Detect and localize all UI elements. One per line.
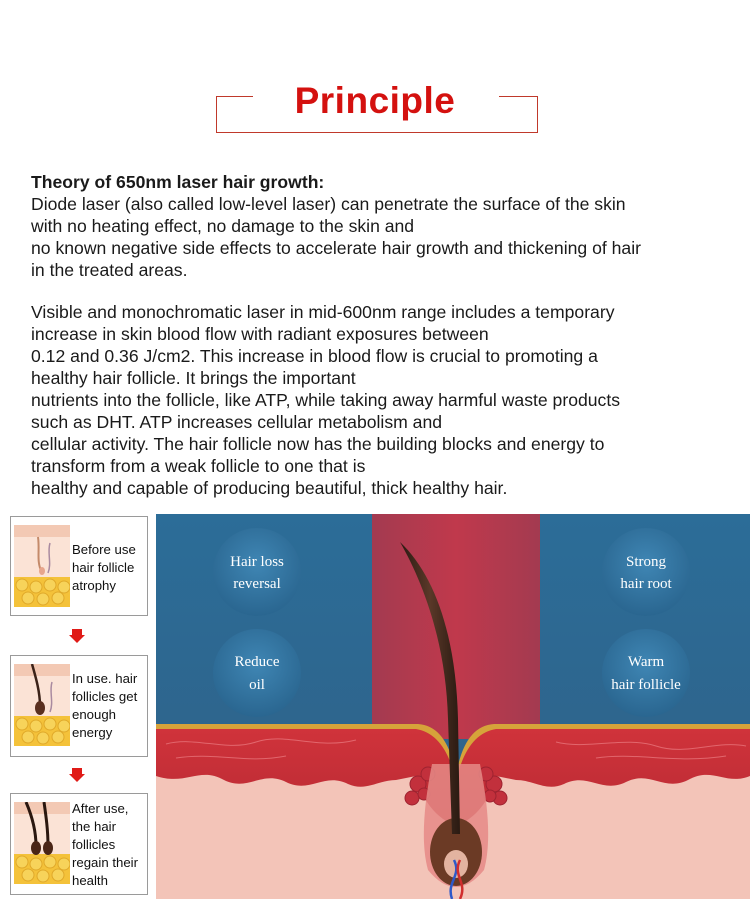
- caption-line: follicles get: [72, 689, 138, 704]
- caption-line: follicles: [72, 837, 116, 852]
- bubble-line: reversal: [233, 576, 281, 592]
- bubble-line: oil: [249, 677, 265, 693]
- down-arrow-icon: [69, 768, 85, 782]
- details-section: [31, 301, 731, 499]
- bubble-line: hair root: [620, 576, 672, 592]
- caption-line: Before use: [72, 542, 136, 557]
- page-title: Principle: [294, 80, 456, 121]
- caption-line: the hair: [72, 819, 116, 834]
- bubble-line: Hair loss: [230, 554, 284, 570]
- step-caption: [72, 800, 150, 890]
- step-after-use: [10, 793, 148, 895]
- theory-heading: Theory of 650nm laser hair growth:: [31, 172, 325, 192]
- down-arrow-icon: [69, 629, 85, 643]
- bubble-line: Strong: [625, 554, 667, 570]
- step-before-use: [10, 516, 148, 616]
- caption-line: hair follicle: [72, 560, 135, 575]
- details-line: 0.12 and 0.36 J/cm2. This increase in blood flow is crucial to promoting a: [31, 346, 598, 366]
- benefit-strong-hair-root: [602, 528, 690, 616]
- details-line: healthy and capable of producing beautiful, thick healthy hair.: [31, 478, 508, 498]
- theory-line: with no heating effect, no damage to the skin and: [31, 216, 415, 236]
- hair-follicle-illustration: [156, 514, 750, 899]
- details-line: Visible and monochromatic laser in mid-600nm range includes a temporary: [31, 302, 615, 322]
- step-caption: [72, 670, 150, 742]
- details-line: nutrients into the follicle, like ATP, while taking away harmful waste products: [31, 390, 621, 410]
- step-in-use: [10, 655, 148, 757]
- bubble-line: Reduce: [234, 654, 280, 670]
- theory-line: in the treated areas.: [31, 260, 188, 280]
- details-line: such as DHT. ATP increases cellular metabolism and: [31, 412, 443, 432]
- theory-section: [31, 171, 731, 281]
- details-line: increase in skin blood flow with radiant exposures between: [31, 324, 489, 344]
- caption-line: In use. hair: [72, 671, 138, 686]
- caption-line: regain their: [72, 855, 138, 870]
- caption-line: enough: [72, 707, 117, 722]
- caption-line: health: [72, 873, 108, 888]
- details-line: healthy hair follicle. It brings the important: [31, 368, 356, 388]
- details-line: transform from a weak follicle to one that is: [31, 456, 366, 476]
- caption-line: After use,: [72, 801, 129, 816]
- benefit-warm-hair-follicle: [602, 629, 690, 717]
- follicle-energy-illustration: [14, 664, 70, 746]
- theory-line: no known negative side effects to accelerate hair growth and thickening of hair: [31, 238, 641, 258]
- skin-atrophy-illustration: [14, 525, 70, 607]
- healthy-follicle-illustration: [14, 802, 70, 884]
- theory-line: Diode laser (also called low-level laser) can penetrate the surface of the skin: [31, 194, 626, 214]
- benefit-reduce-oil: [213, 629, 301, 717]
- step-caption: [72, 541, 150, 595]
- details-line: cellular activity. The hair follicle now has the building blocks and energy to: [31, 434, 605, 454]
- bubble-line: Warm: [627, 654, 665, 670]
- caption-line: energy: [72, 725, 113, 740]
- bubble-line: hair follicle: [611, 677, 681, 693]
- benefit-hair-loss-reversal: [213, 528, 301, 616]
- caption-line: atrophy: [72, 578, 116, 593]
